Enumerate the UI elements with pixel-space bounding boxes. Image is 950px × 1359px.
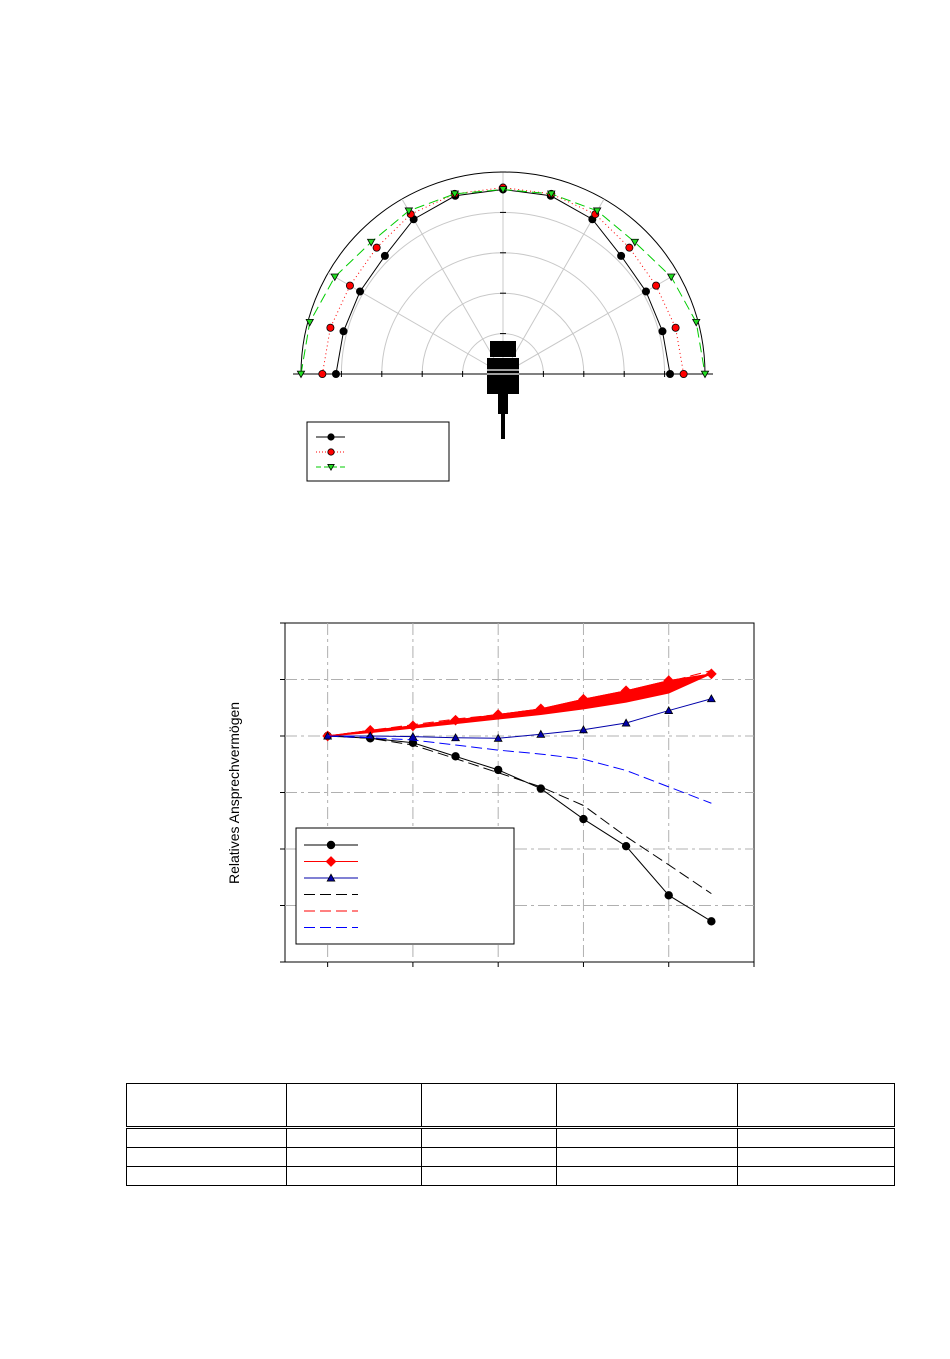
table-header-cell (738, 1084, 895, 1128)
table-header-cell (422, 1084, 557, 1128)
polar-series-2-point (652, 282, 659, 289)
table-cell (422, 1128, 557, 1148)
polar-legend-marker (328, 449, 334, 455)
line-chart-legend-marker (327, 841, 335, 849)
polar-series-2-point (680, 370, 687, 377)
polar-series-1-point (618, 252, 625, 259)
polar-legend (307, 422, 449, 481)
table-header-cell (127, 1084, 287, 1128)
table-cell (738, 1148, 895, 1167)
polar-series-3-point (331, 274, 338, 280)
polar-series-2-point (327, 324, 334, 331)
polar-series-2-point (346, 282, 353, 289)
line-chart-ylabel: Relatives Ansprechvermögen (226, 701, 242, 885)
table-cell (127, 1128, 287, 1148)
table-cell (557, 1167, 738, 1186)
series-1-point (580, 815, 588, 823)
table-cell (287, 1128, 422, 1148)
polar-legend-marker (328, 434, 334, 440)
table-header-cell (557, 1084, 738, 1128)
detector-head (490, 341, 516, 357)
table-cell (738, 1128, 895, 1148)
detector-neck (498, 394, 508, 414)
polar-series-1-point (666, 370, 673, 377)
polar-grid-spoke (328, 273, 503, 374)
polar-series-2-point (319, 370, 326, 377)
table-row (127, 1167, 895, 1186)
polar-series-1-point (381, 252, 388, 259)
polar-grid-spoke (402, 199, 503, 374)
table-cell (287, 1148, 422, 1167)
detector-cable (501, 414, 505, 439)
series-1-point (494, 766, 502, 774)
results-table (126, 1083, 895, 1186)
polar-series-1-point (332, 370, 339, 377)
table-cell (557, 1128, 738, 1148)
table-cell (422, 1167, 557, 1186)
table-cell (127, 1167, 287, 1186)
series-1-point (622, 842, 630, 850)
polar-series-2-point (672, 324, 679, 331)
polar-series-3-point (668, 274, 675, 280)
table-header-row (127, 1084, 895, 1128)
table-row (127, 1128, 895, 1148)
table-cell (127, 1148, 287, 1167)
series-1-point (665, 892, 673, 900)
polar-chart (293, 172, 713, 481)
table-header-cell (287, 1084, 422, 1128)
polar-grid-spoke (503, 273, 678, 374)
table-cell (557, 1148, 738, 1167)
table-cell (287, 1167, 422, 1186)
table-row (127, 1148, 895, 1167)
table-cell (422, 1148, 557, 1167)
line-chart (280, 623, 754, 967)
polar-grid-spoke (503, 199, 604, 374)
series-1-point (708, 918, 716, 926)
table-cell (738, 1167, 895, 1186)
polar-series-1-point (642, 288, 649, 295)
polar-series-2-point (373, 244, 380, 251)
polar-series-1-point (659, 328, 666, 335)
polar-series-2-point (626, 244, 633, 251)
line-chart-legend (296, 828, 514, 944)
detector-body (487, 358, 519, 394)
polar-series-1-point (356, 288, 363, 295)
polar-series-1-point (340, 328, 347, 335)
